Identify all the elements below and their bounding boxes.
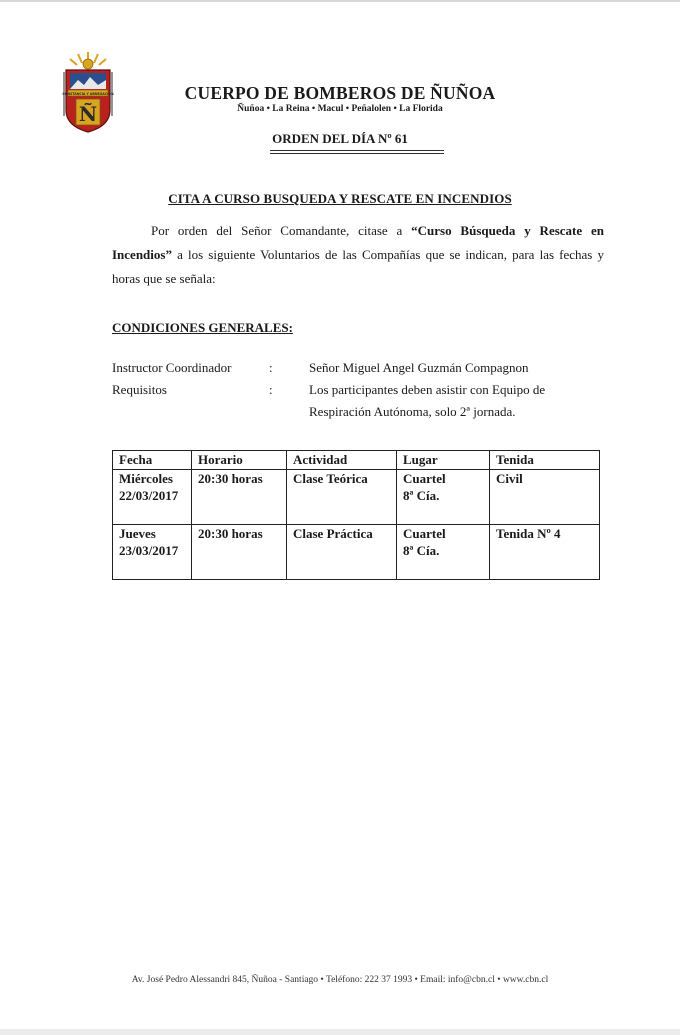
column-header-activity: Actividad [287,451,397,470]
table-row [113,470,600,525]
condition-value: Señor Miguel Angel Guzmán Compagnon [309,360,529,375]
cell-attire-value: Civil [496,471,523,486]
svg-text:Ñ: Ñ [78,102,98,126]
conditions-heading-colon: : [288,320,293,335]
cell-time [192,525,287,580]
conditions-heading-text: CONDICIONES GENERALES [112,320,289,335]
schedule-table [112,450,600,580]
cell-place-line-2: 8ª Cía. [403,543,440,558]
cell-date-value: 22/03/2017 [119,488,179,503]
page-bottom-edge [0,1029,680,1035]
condition-separator: : [269,360,273,375]
cell-date [113,470,192,525]
cell-attire-value: Tenida Nº 4 [496,526,561,541]
svg-text:CONSTANCIA Y ABNEGACION: CONSTANCIA Y ABNEGACION [62,92,114,96]
cell-day: Miércoles [119,471,173,486]
column-header-date: Fecha [113,451,192,470]
table-row [113,525,600,580]
cell-place [397,525,490,580]
column-header-attire: Tenida [490,451,600,470]
cell-place-line-2: 8ª Cía. [403,488,440,503]
intro-paragraph [112,219,604,291]
condition-separator: : [269,382,273,397]
cell-place [397,470,490,525]
column-header-time: Horario [192,451,287,470]
column-header-place: Lugar [397,451,490,470]
conditions-heading [112,320,293,336]
cell-activity [287,470,397,525]
condition-label: Instructor Coordinador [112,360,232,375]
cell-attire [490,470,600,525]
document-subject: CITA A CURSO BUSQUEDA Y RESCATE EN INCENDIOS [168,191,512,206]
cell-place-line-1: Cuartel [403,526,446,541]
footer-contact-line: Av. José Pedro Alessandri 845, Ñuñoa - Santiago • Teléfono: 222 37 1993 • Email: info@cbn.cl • www.cbn.cl [131,975,549,985]
page-top-edge [0,0,680,2]
organization-name: CUERPO DE BOMBEROS DE ÑUÑOA [184,83,496,103]
condition-value: Los participantes deben asistir con Equipo de Respiración Autónoma, solo 2ª jornada. [309,382,546,419]
fire-department-crest-logo [60,50,116,134]
cell-time [192,470,287,525]
cell-date-value: 23/03/2017 [119,543,179,558]
organization-communes: Ñuñoa • La Reina • Macul • Peñalolen • La Florida [237,104,443,114]
cell-day: Jueves [119,526,156,541]
cell-date [113,525,192,580]
table-header-row [113,451,600,470]
cell-activity [287,525,397,580]
cell-time-value: 20:30 horas [198,526,263,541]
intro-text-before: Por orden del Señor Comandante, citase a [151,223,412,238]
cell-time-value: 20:30 horas [198,471,263,486]
intro-text-after: a los siguiente Voluntarios de las Compañías que se indican, para las fechas y horas que se señala: [112,247,604,286]
cell-activity-value: Clase Teórica [293,471,368,486]
title-double-underline [270,150,444,156]
cell-place-line-1: Cuartel [403,471,446,486]
cell-attire [490,525,600,580]
course-name: “Curso Búsqueda y Rescate en Incendios” [112,223,604,262]
cell-activity-value: Clase Práctica [293,526,373,541]
order-of-day-title: ORDEN DEL DÍA Nº 61 [272,131,408,146]
condition-label: Requisitos [112,382,167,397]
